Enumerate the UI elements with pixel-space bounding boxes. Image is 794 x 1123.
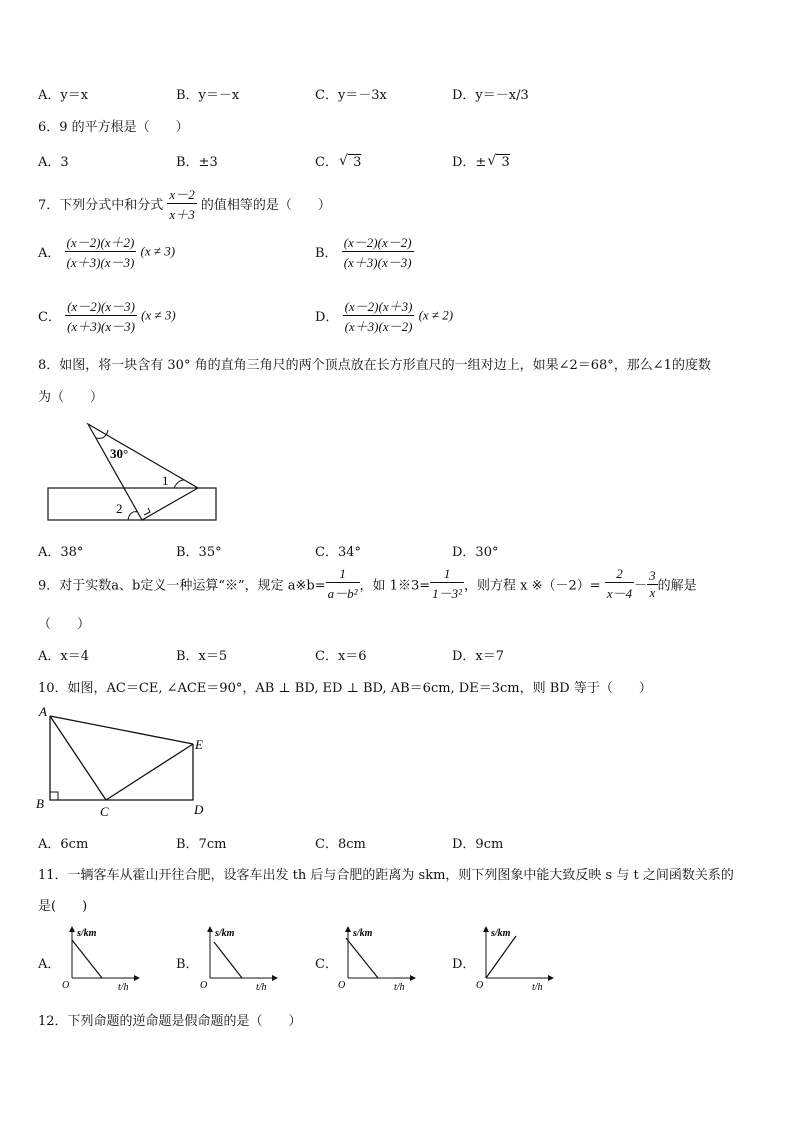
q8-label-1: 1 (162, 473, 169, 488)
q6-option-b: B．±3 (176, 155, 218, 170)
q6-option-a: A．3 (38, 155, 69, 170)
svg-text:O: O (62, 980, 70, 991)
q8-stem-line1: 8．如图，将一块含有 30° 角的直角三角尺的两个顶点放在长方形直尺的一组对边上，如果∠2＝68°，那么∠1的度数 (38, 358, 711, 373)
svg-text:O: O (476, 980, 484, 991)
svg-text:s/km: s/km (491, 928, 511, 939)
q7-stem: 7．下列分式中和分式 $\frac{x-2}{x+3}$ 的值相等的是（ ） (38, 184, 331, 223)
svg-text:s/km: s/km (77, 928, 97, 939)
q8-label-2: 2 (116, 501, 123, 516)
svg-text:t/h: t/h (532, 982, 543, 993)
q10-option-c: C．8cm (315, 837, 366, 852)
q7-option-d: D． $\frac{(x-2)(x+3)}{(x+3)(x-2)}$ (x ≠ 2) (315, 299, 454, 334)
svg-text:t/h: t/h (394, 982, 405, 993)
q11-graph-d (476, 924, 556, 994)
svg-text:t/h: t/h (256, 982, 267, 993)
q6-option-c-radicand: 3 (353, 155, 362, 170)
q10-label-a: A (39, 704, 47, 719)
q10-option-d: D．9cm (452, 837, 504, 852)
svg-text:t/h: t/h (118, 982, 129, 993)
q9-stem-line2: （ ） (38, 617, 91, 632)
q9-stem-line1: 9．对于实数a、b定义一种运算“※”，规定 a※b= $\frac{1}{\text{a－b²}}$ ，如 1※3= $\frac{1}{\text{1－3²}}$ ，则方程 x ※（－2）= $\frac{2}{x-4}$ － $\frac{3}{x}$ 的解是 (38, 566, 697, 601)
svg-text:s/km: s/km (353, 928, 373, 939)
q10-stem: 10．如图，AC＝CE, ∠ACE＝90°，AB ⊥ BD, ED ⊥ BD, AB＝6cm, DE＝3cm，则 BD 等于（ ） (38, 681, 652, 696)
triangle-ruler (88, 424, 198, 520)
q12-stem: 12．下列命题的逆命题是假命题的是（ ） (38, 1014, 302, 1029)
q9-option-c: C．x＝6 (315, 649, 367, 664)
q8-option-c: C．34° (315, 545, 361, 560)
q6-option-c: C． √ 3 (315, 153, 362, 170)
q11-stem-line2: 是( ) (38, 899, 88, 914)
q11-graph-a (62, 924, 142, 994)
q11-option-b-label: B． (176, 957, 199, 972)
q11-graph-b (200, 924, 280, 994)
q6-stem: 6．9 的平方根是（ ） (38, 120, 189, 135)
q11-option-a-label: A． (38, 957, 61, 972)
svg-text:s/km: s/km (215, 928, 235, 939)
q8-ruler-triangle-figure (40, 418, 224, 526)
q5-option-c: C．y＝－3x (315, 88, 387, 103)
q7-option-a: A． $\frac{(x-2)(x+2)}{(x+3)(x-3)}$ (x ≠ 3) (38, 235, 176, 270)
q9-option-d: D．x＝7 (452, 649, 505, 664)
q6-option-d-radicand: 3 (501, 155, 510, 170)
q8-option-b: B．35° (176, 545, 222, 560)
q10-figure (34, 702, 214, 820)
q8-label-30: 30° (110, 446, 129, 461)
q8-option-a: A．38° (38, 545, 84, 560)
q11-option-d-label: D． (452, 957, 476, 972)
q9-option-a: A．x＝4 (38, 649, 89, 664)
q10-option-b: B．7cm (176, 837, 227, 852)
q8-stem-line2: 为（ ） (38, 390, 104, 405)
q7-option-b: B． $\frac{(x-2)(x-2)}{(x+3)(x-3)}$ (315, 235, 412, 270)
q5-option-d: D．y＝－x/3 (452, 88, 529, 103)
q5-option-a: A．y＝x (38, 88, 89, 103)
q9-option-b: B．x＝5 (176, 649, 228, 664)
svg-text:O: O (200, 980, 208, 991)
q6-option-d: D．± √ 3 (452, 153, 510, 170)
q11-graph-c (338, 924, 418, 994)
q10-label-b: B (36, 796, 44, 811)
q7-stem-fraction: $\frac{x-2}{x+3}$ (169, 187, 195, 222)
q11-stem-line1: 11．一辆客车从霍山开往合肥，设客车出发 th 后与合肥的距离为 skm，则下列图象中能大致反映 s 与 t 之间函数关系的 (38, 868, 734, 883)
q8-option-d: D．30° (452, 545, 499, 560)
q10-label-d: D (194, 802, 204, 817)
q10-label-c: C (100, 804, 109, 819)
q11-option-c-label: C． (315, 957, 338, 972)
q7-option-c: C． $\frac{(x-2)(x-3)}{(x+3)(x-3)}$ (x ≠ 3) (38, 299, 176, 334)
q10-option-a: A．6cm (38, 837, 89, 852)
q10-label-e: E (195, 737, 203, 752)
q5-option-b: B．y＝－x (176, 88, 240, 103)
svg-text:O: O (338, 980, 346, 991)
